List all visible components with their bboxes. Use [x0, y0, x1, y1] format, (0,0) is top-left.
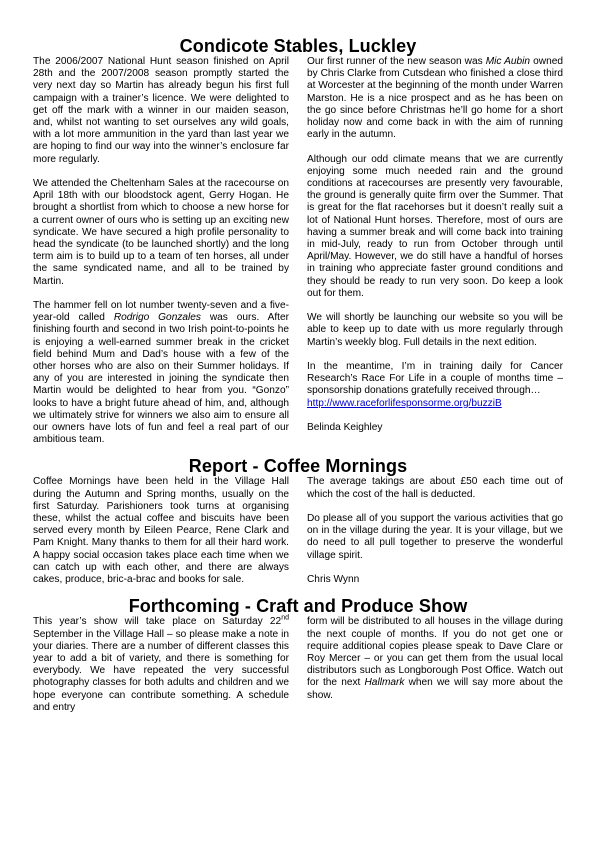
paragraph: This year’s show will take place on Saturday 22nd September in the Village Hall – so please make a note in your diaries. There are a number of different classes this year to add a bit of variety, and there is something for everybody. We have repeated the very successful photography classes for both adults and children and we hope everyone can contribute something. A schedule and entry: [33, 614, 289, 713]
section-title-craft-show: Forthcoming - Craft and Produce Show: [128, 596, 468, 617]
paragraph: The 2006/2007 National Hunt season finished on April 28th and the 2007/2008 season promptly started the very next day so Martin has already begun his first full campaign with a trainer’s licence. We were delighted to get off the mark with a winner in our maiden season, and, whilst not wanting to set ourselves any wild goals, with a lot more ammunition in the yard than last year we are hoping to find our way into the winner’s enclosure far more regularly.: [33, 56, 289, 165]
column-right: [307, 56, 563, 446]
paragraph: Do please all of you support the various activities that go on in the village during the year. It is your village, but we do need to all pull together to preserve the wonderful village spirit.: [307, 513, 563, 561]
column-left: [33, 616, 289, 714]
newsletter-page: [33, 36, 563, 714]
paragraph: The average takings are about £50 each time out of which the cost of the hall is deducted.: [307, 476, 563, 500]
section-coffee-body: [33, 476, 563, 586]
section-title-stables: Condicote Stables, Luckley: [179, 36, 417, 56]
horse-name: Rodrigo Gonzales: [113, 312, 201, 324]
column-left: [33, 56, 289, 446]
publication-name: Hallmark: [364, 677, 405, 689]
sponsorship-link[interactable]: http://www.raceforlifesponsorme.org/buzziB: [307, 397, 502, 409]
paragraph: In the meantime, I’m in training daily for Cancer Research’s Race For Life in a couple of months time – sponsorship donations gratefully received through… http://www.raceforlifesponsorme.org/buzziB: [307, 361, 563, 409]
column-left: [33, 476, 289, 586]
paragraph: form will be distributed to all houses in the village during the next couple of months. If you do not get one or require additional copies please speak to Dave Clare or Roy Mercer – or you can get them from the usual local distributors such as Longborough Post Office. Watch out for the next Hallmark when we will say more about the show.: [307, 616, 563, 701]
section-title-coffee-mornings: Report - Coffee Mornings: [188, 456, 408, 477]
paragraph: The hammer fell on lot number twenty-seven and a five-year-old called Rodrigo Gonzales was ours. After finishing fourth and second in two Irish point-to-points he is enjoying a well-earned summer break in the cricket field behind Mum and Dad’s house with a few of the other horses who are also on their Summer holidays. If any of you are interested in joining the syndicate then Martin would be delighted to hear from you. “Gonzo” looks to have a bright future ahead of him, and, although we ultimately strive for winners we also aim to ensure all our owners have lots of fun and feel a real part of our ambitious team.: [33, 300, 289, 446]
signature: Belinda Keighley: [307, 422, 383, 434]
ordinal-suffix: nd: [281, 614, 289, 622]
section-craft-body: [33, 616, 563, 714]
section-stables-body: [33, 56, 563, 446]
paragraph: Although our odd climate means that we are currently enjoying some much needed rain and the ground conditions at racecourses are presently very favourable, the ground is generally quite firm over the Summer. That is great for the flat racehorses but it doesn’t really suit a lot of National Hunt horses. Therefore, most of ours are having a summer break and will come back into training in mid-July, ready to run from October through until April/May. However, we do still have a handful of horses in training who appreciate faster ground conditions and they should be ready to run very soon. Do keep a look out for them.: [307, 153, 563, 299]
signature: Chris Wynn: [307, 574, 360, 586]
paragraph: We will shortly be launching our website so you will be able to keep up to date with us more regularly through Martin’s weekly blog. Full details in the next edition.: [307, 312, 563, 348]
paragraph: Coffee Mornings have been held in the Village Hall during the Autumn and Spring months, usually on the first Saturday. Parishioners took turns at organising these, whilst the actual coffee and biscuits have been served every month by Eileen Pearce, Rene Clark and Pam Knight. Many thanks to them for all their hard work. A happy social occasion takes place each time when we can catch up with each other, and there are always cakes, produce, bric-a-brac and books for sale.: [33, 476, 289, 586]
column-right: [307, 616, 563, 714]
column-right: [307, 476, 563, 586]
horse-name: Mic Aubin: [485, 56, 531, 67]
paragraph: We attended the Cheltenham Sales at the racecourse on April 18th with our bloodstock agent, Gerry Hogan. He brought a shortlist from which to choose a new horse for a current owner of ours who is setting up an exciting new syndicate. We have secured a high profile personality to head the syndicate (to be launched shortly) and the long term aim is to build up to a team of ten horses, all under the same syndicated name, and all to be trained by Martin.: [33, 178, 289, 287]
paragraph: Our first runner of the new season was Mic Aubin owned by Chris Clarke from Cutsdean who finished a close third at Worcester at the beginning of the month under Warren Marston. He is a nice prospect and as he has been on the go since before Christmas he’ll go home for a short holiday now and come back in with the aim of running early in the autumn.: [307, 56, 563, 141]
